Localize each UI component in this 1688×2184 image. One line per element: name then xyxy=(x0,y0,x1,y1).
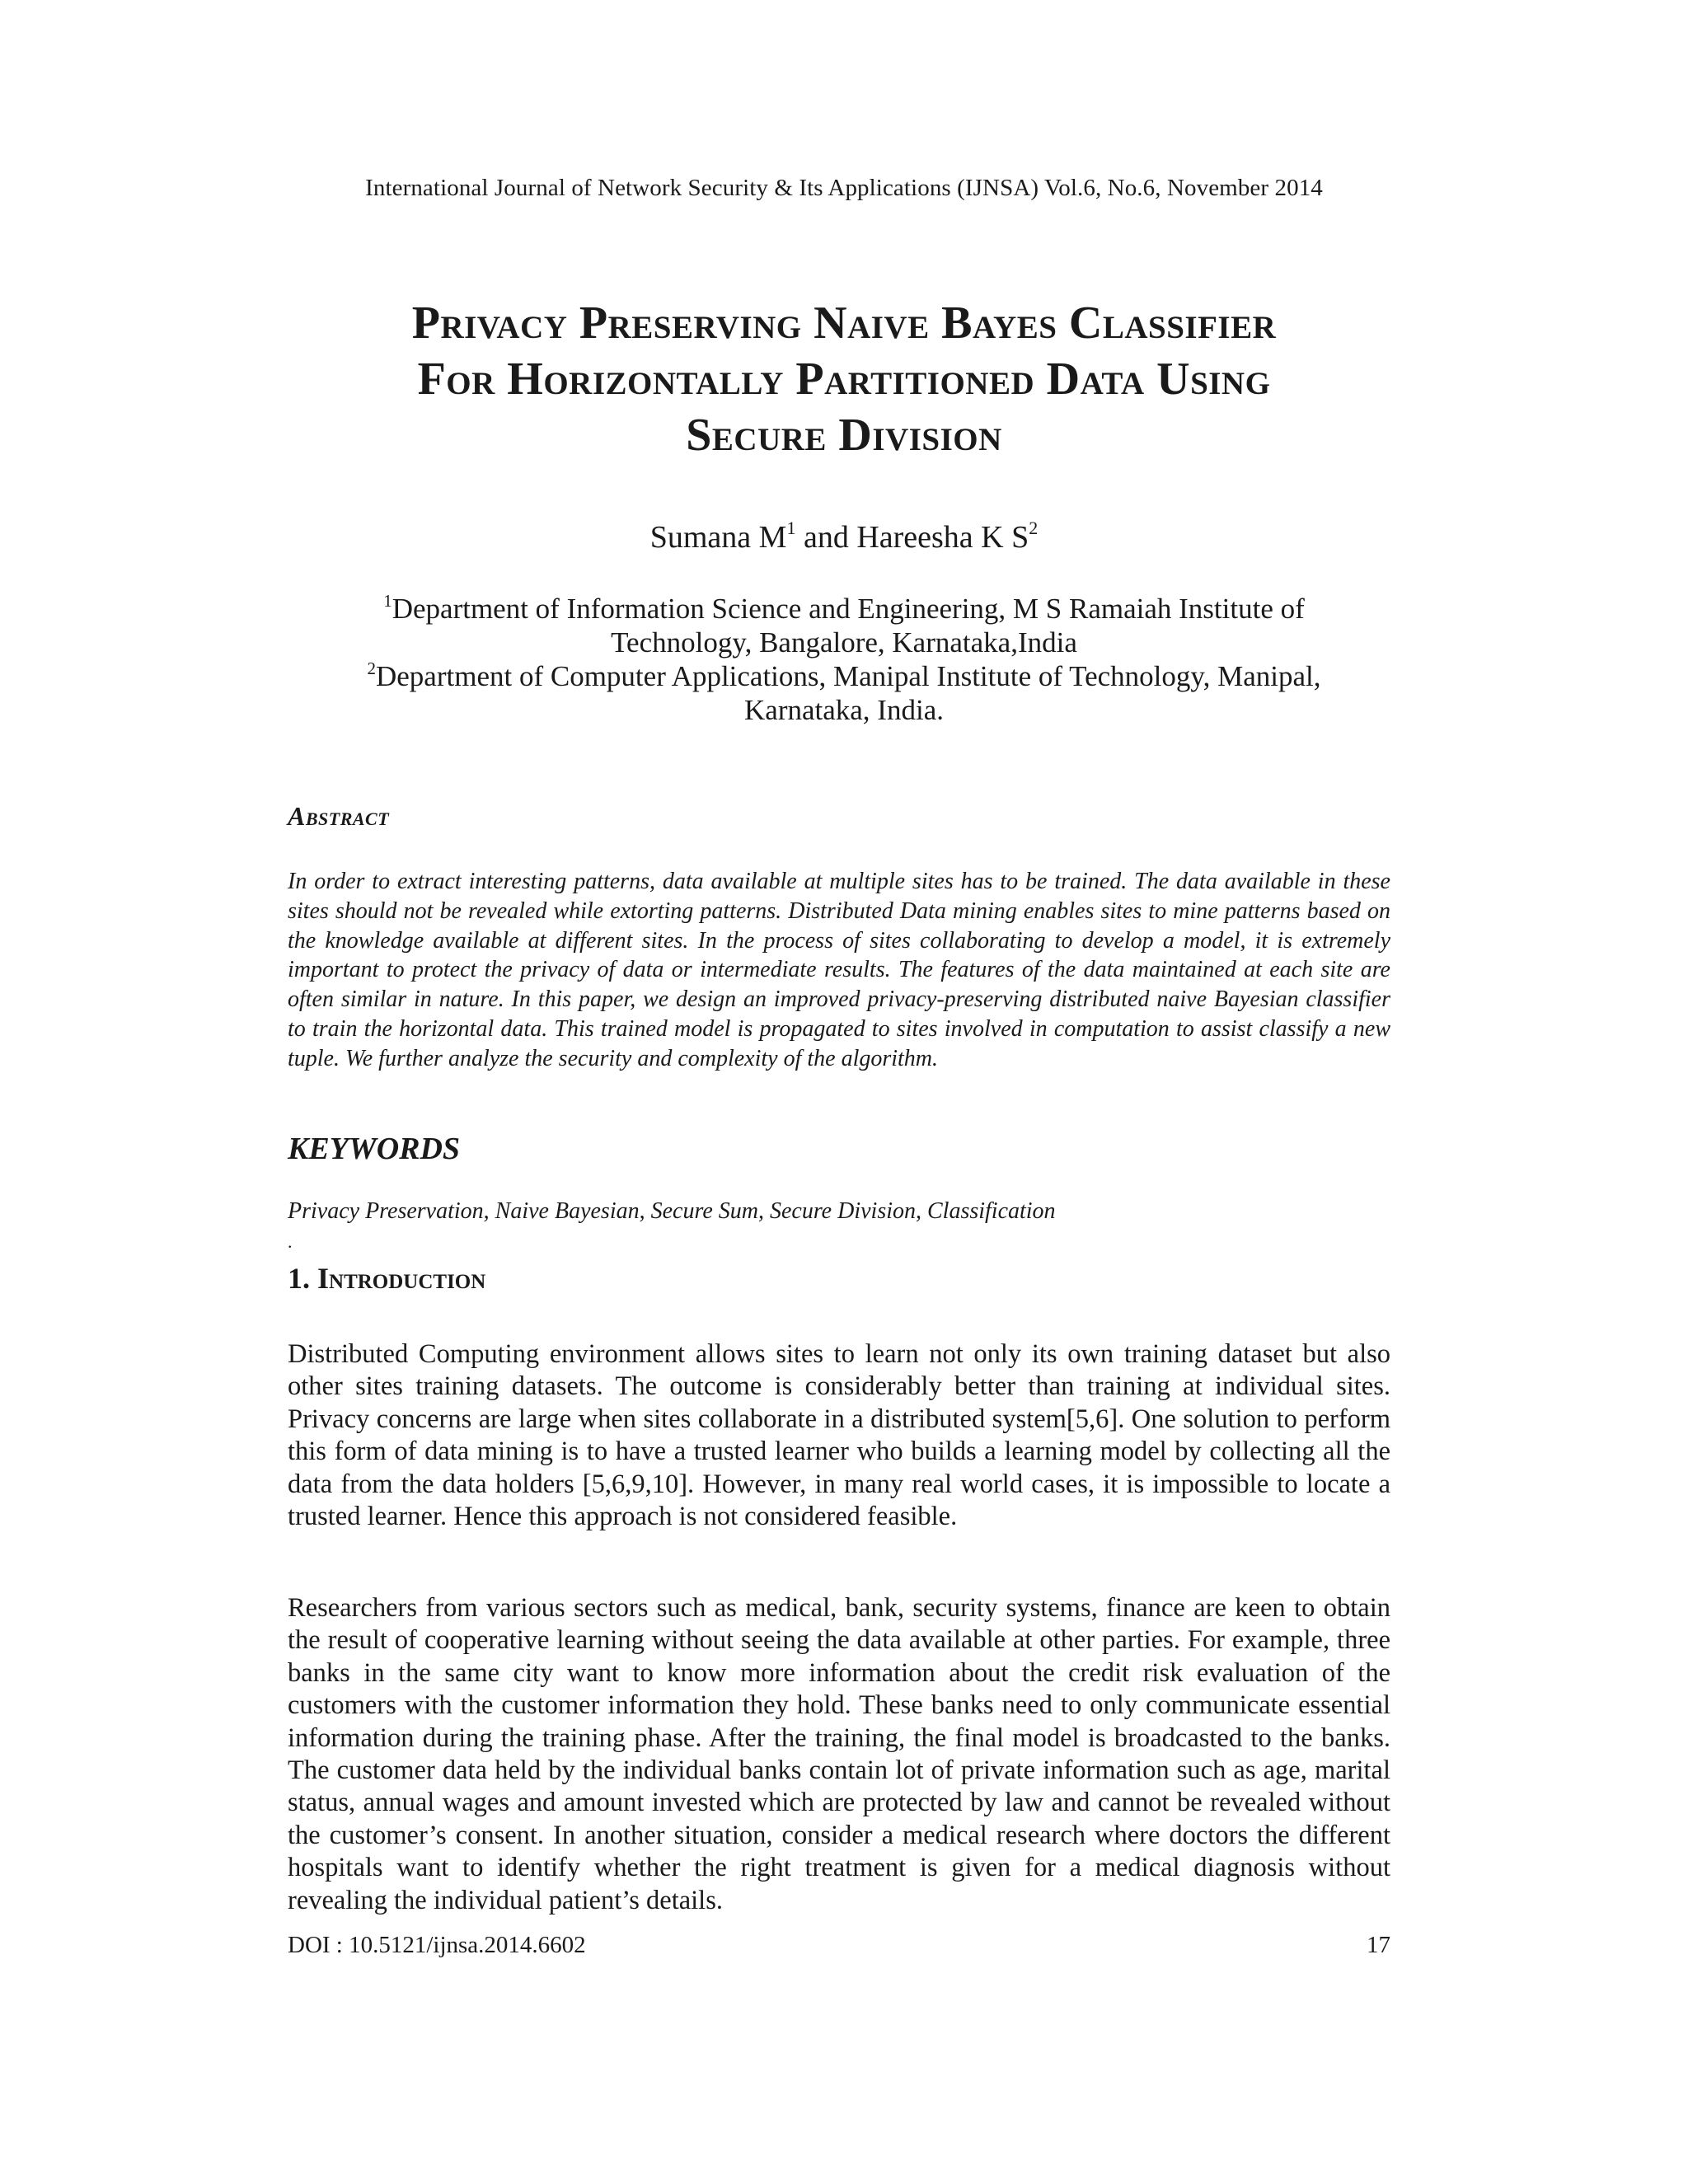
running-header: International Journal of Network Security & Its Applications (IJNSA) Vol.6, No.6, November 2014 xyxy=(365,175,1323,201)
introduction-paragraph-2: Researchers from various sectors such as medical, bank, security systems, finance are keen to obtain the result of cooperative learning without seeing the data available at other parties. For example, three banks in the same city want to know more information about the credit risk evaluation of the customers with the customer information they hold. These banks need to only communicate essential information during the training phase. After the training, the final model is broadcasted to the banks. The customer data held by the individual banks contain lot of private information such as age, marital status, annual wages and amount invested which are protected by law and cannot be revealed without the customer’s consent. In another situation, consider a medical research where doctors the different hospitals want to identify whether the right treatment is given for a medical diagnosis without revealing the individual patient’s details. xyxy=(288,1593,1390,1915)
introduction-paragraph-1: Distributed Computing environment allows sites to learn not only its own training dataset but also other sites training datasets. The outcome is considerably better than training at individual sites. Privacy concerns are large when sites collaborate in a distributed system[5,6]. One solution to perform this form of data mining is to have a trusted learner who builds a learning model by collecting all the data from the data holders [5,6,9,10]. However, in many real world cases, it is impossible to locate a trusted learner. Hence this approach is not considered feasible. xyxy=(288,1339,1390,1532)
author-1-name: Sumana M xyxy=(649,520,787,555)
footer-page-number: 17 xyxy=(1367,1932,1390,1958)
abstract-heading: Abstract xyxy=(288,801,390,831)
keywords-trailing-dot: . xyxy=(288,1231,293,1252)
affiliation-1-text-1: Department of Information Science and Engineering, M S Ramaiah Institute of xyxy=(392,593,1305,625)
affiliations xyxy=(247,592,1441,727)
abstract-text: In order to extract interesting patterns, data available at multiple sites has to be trained. The data available in these sites should not be revealed while extorting patterns. Distributed Data mining enables sites to mine patterns based on the knowledge available at different sites. In the process of sites collaborating to develop a model, it is extremely important to protect the privacy of data or intermediate results. The features of the data maintained at each site are often similar in nature. In this paper, we design an improved privacy-preserving distributed naive Bayesian classifier to train the horizontal data. This trained model is propagated to sites involved in computation to assist classify a new tuple. We further analyze the security and complexity of the algorithm. xyxy=(288,869,1390,1071)
affiliation-1-line-2: Technology, Bangalore, Karnataka,India xyxy=(611,626,1077,658)
affiliation-2-line-2: Karnataka, India. xyxy=(744,694,944,726)
title-line-1: Privacy Preserving Naive Bayes Classifier xyxy=(411,298,1277,349)
author-list xyxy=(0,519,1688,555)
affiliation-2-line-1 xyxy=(247,659,1441,693)
affiliation-1-superscript: 1 xyxy=(383,591,392,611)
footer-doi: DOI : 10.5121/ijnsa.2014.6602 xyxy=(288,1932,586,1958)
keywords-text: Privacy Preservation, Naive Bayesian, Secure Sum, Secure Division, Classification xyxy=(288,1198,1056,1224)
paper-title xyxy=(165,295,1523,463)
title-line-3: Secure Division xyxy=(686,410,1002,461)
introduction-heading: 1. Introduction xyxy=(288,1262,486,1295)
author-1-superscript: 1 xyxy=(786,518,796,538)
keywords-heading: KEYWORDS xyxy=(288,1132,461,1166)
title-line-2: For Horizontally Partitioned Data Using xyxy=(417,354,1271,405)
author-2-name: Hareesha K S xyxy=(856,520,1029,555)
affiliation-2-superscript: 2 xyxy=(367,658,376,678)
author-2-superscript: 2 xyxy=(1029,518,1039,538)
affiliation-2-text-1: Department of Computer Applications, Manipal Institute of Technology, Manipal, xyxy=(376,660,1321,692)
author-conjunction: and xyxy=(795,520,857,555)
affiliation-1-line-1 xyxy=(247,592,1441,626)
